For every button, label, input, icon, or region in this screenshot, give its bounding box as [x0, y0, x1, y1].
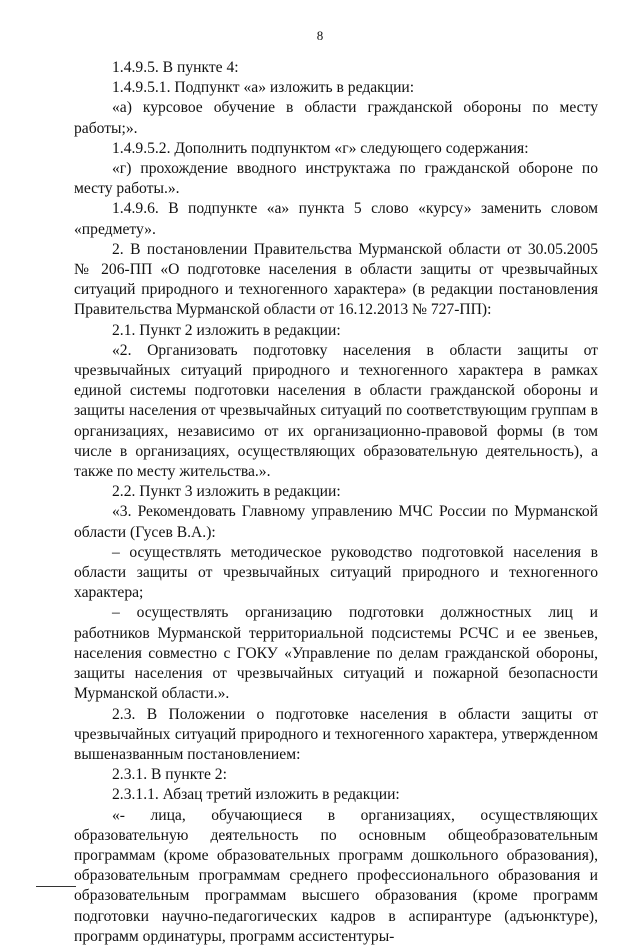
- paragraph: 2. В постановлении Правительства Мурманской области от 30.05.2005 № 206-ПП «О подготовке населения в области защиты от чрезвычайных ситуаций природного и техногенного характера» (в редакции постановления Правительства Мурманской области от 16.12.2013 № 727-ПП):: [74, 240, 598, 319]
- paragraph: «3. Рекомендовать Главному управлению МЧС России по Мурманской области (Гусев В.А.):: [74, 503, 598, 541]
- paragraph: – осуществлять методическое руководство подготовкой населения в области защиты от чрезвычайных ситуаций природного и техногенного характера;: [74, 543, 598, 602]
- paragraph: 1.4.9.5.2. Дополнить подпунктом «г» следующего содержания:: [112, 139, 529, 157]
- paragraph: 2.1. Пункт 2 изложить в редакции:: [112, 321, 341, 339]
- paragraph: 2.3.1. В пункте 2:: [112, 766, 227, 784]
- paragraph: 1.4.9.5. В пункте 4:: [112, 59, 239, 76]
- paragraph: «г) прохождение вводного инструктажа по гражданской обороне по месту работы.».: [74, 160, 598, 198]
- paragraph: «- лица, обучающиеся в организациях, осуществляющих образовательную деятельность по основным общеобразовательным программам (кроме образовательных программ дошкольного образования), образовательным программам среднего профессионального образования и образовательным программам высшего образования (кроме программ подготовки научно-педагогических кадров в аспирантуре (адъюнктуре), программ ординатуры, программ ассистентуры-: [74, 806, 598, 945]
- paragraph: 2.3.1.1. Абзац третий изложить в редакции:: [112, 786, 400, 804]
- paragraph: «2. Организовать подготовку населения в области защиты от чрезвычайных ситуаций природного и техногенного характера в рамках единой системы подготовки населения в области гражданской обороны и защиты населения от чрезвычайных ситуаций по соответствующим группам в организациях, независимо от их организационно-правовой формы (в том числе в организациях, осуществляющих образовательную деятельность), а также по месту жительства.».: [74, 341, 598, 481]
- paragraph: – осуществлять организацию подготовки должностных лиц и работников Мурманской территориальной подсистемы РСЧС и ее звеньев, населения совместно с ГОКУ «Управление по делам гражданской обороны, защиты населения от чрезвычайных ситуаций и пожарной безопасности Мурманской области.».: [74, 604, 598, 703]
- paragraph: 2.3. В Положении о подготовке населения в области защиты от чрезвычайных ситуаций природного и техногенного характера, утвержденном вышеназванным постановлением:: [74, 705, 598, 763]
- paragraph: 1.4.9.6. В подпункте «а» пункта 5 слово «курсу» заменить словом «предмету».: [74, 200, 598, 238]
- paragraph: 1.4.9.5.1. Подпункт «а» изложить в редакции:: [112, 79, 415, 97]
- paragraph: 2.2. Пункт 3 изложить в редакции:: [112, 483, 341, 501]
- document-body: [74, 58, 598, 947]
- footer-divider: [36, 886, 76, 887]
- page-number: 8: [316, 28, 324, 43]
- paragraph: «а) курсовое обучение в области гражданской обороны по месту работы;».: [74, 99, 598, 137]
